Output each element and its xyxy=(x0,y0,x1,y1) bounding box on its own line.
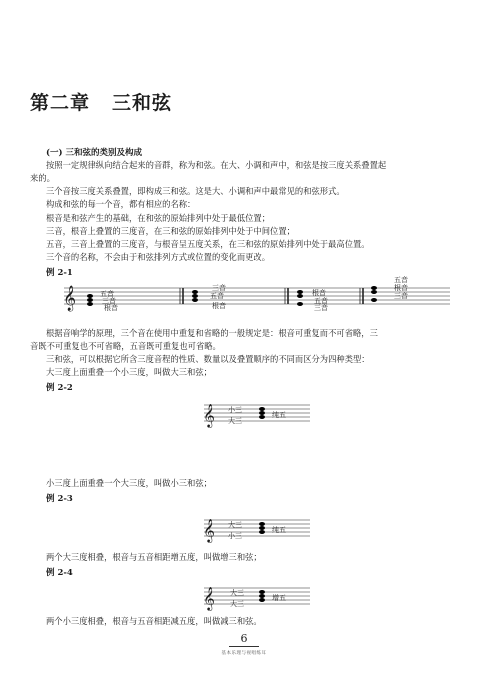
tone-label-fifth: 五音 xyxy=(394,276,408,284)
example-2-3-label: 例 2-3 xyxy=(46,494,73,504)
paragraph-7: 三个音的名称，不会由于和弦排列方式或位置的变化而更改。 xyxy=(46,252,271,262)
interval-major-third: 大三 xyxy=(228,521,242,529)
tone-label-third: 三音 xyxy=(212,284,226,292)
example-2-1-staff xyxy=(60,274,470,324)
page-number: 6 xyxy=(240,632,248,645)
interval-perfect-fifth: 纯五 xyxy=(272,411,286,419)
tone-label-fifth: 五音 xyxy=(100,290,114,298)
example-2-1-label: 例 2-1 xyxy=(46,268,73,278)
page-number-rule xyxy=(229,646,259,647)
paragraph-13: 两个小三度相叠，根音与五音相距减五度，叫做减三和弦。 xyxy=(46,616,262,626)
chapter-number: 第二章 xyxy=(30,92,91,114)
tone-label-root: 根音 xyxy=(212,302,226,310)
page-footer: 基本乐理与视唱练耳 xyxy=(221,651,267,656)
chapter-title xyxy=(30,88,172,115)
paragraph-3: 构成和弦的每一个音，都有相应的名称： xyxy=(46,199,196,209)
paragraph-1a: 按照一定规律纵向结合起来的音群，称为和弦。在大、小调和声中，和弦是按三度关系叠置起 xyxy=(46,160,387,170)
example-2-2-label: 例 2-2 xyxy=(46,383,73,393)
paragraph-1b: 来的。 xyxy=(30,173,55,183)
paragraph-5: 三音，根音上叠置的三度音，在三和弦的原始排列中处于中间位置； xyxy=(46,226,295,236)
treble-clef-icon: 𝄞 xyxy=(203,403,215,427)
treble-clef-icon: 𝄞 xyxy=(63,286,77,311)
chord-fourth-position xyxy=(371,286,377,302)
tone-label-fifth: 五音 xyxy=(210,292,224,300)
treble-clef-icon: 𝄞 xyxy=(203,586,215,610)
paragraph-12: 两个大三度相叠，根音与五音相距增五度，叫做增三和弦； xyxy=(46,552,262,562)
tone-label-third: 三音 xyxy=(102,297,116,305)
interval-major-third: 大三 xyxy=(228,417,242,425)
interval-small-third: 小三 xyxy=(228,406,242,414)
interval-major-third: 大三 xyxy=(230,589,244,597)
tone-label-third: 三音 xyxy=(314,304,328,312)
example-2-4-staff xyxy=(200,578,320,616)
example-2-4-label: 例 2-4 xyxy=(46,568,73,578)
paragraph-8b: 音既不可重复也不可省略，五音既可重复也可省略。 xyxy=(30,341,221,351)
tone-label-root: 根音 xyxy=(312,289,326,297)
paragraph-4: 根音是和弦产生的基础，在和弦的原始排列中处于最低位置； xyxy=(46,213,271,223)
paragraph-11: 小三度上面重叠一个大三度，叫做小三和弦； xyxy=(46,478,212,488)
tone-label-third: 三音 xyxy=(394,292,408,300)
staff-lines xyxy=(64,288,450,304)
interval-augmented-fifth: 增五 xyxy=(272,594,286,602)
interval-small-third: 小三 xyxy=(228,532,242,540)
interval-perfect-fifth: 纯五 xyxy=(272,526,286,534)
example-2-2-staff xyxy=(200,395,320,435)
paragraph-10: 大三度上面重叠一个小三度，叫做大三和弦； xyxy=(46,367,212,377)
treble-clef-icon: 𝄞 xyxy=(203,518,215,542)
paragraph-6: 五音，三音上叠置的三度音，与根音呈五度关系，在三和弦的原始排列中处于最高位置。 xyxy=(46,239,370,249)
chord-second-position xyxy=(192,290,198,302)
chord-root-position xyxy=(87,294,93,306)
paragraph-2: 三个音按三度关系叠置，即构成三和弦。这是大、小调和声中最常见的和弦形式。 xyxy=(46,186,345,196)
chapter-name: 三和弦 xyxy=(112,92,173,114)
tone-label-root: 根音 xyxy=(394,284,408,292)
chord-third-position xyxy=(297,290,303,306)
tone-label-root: 根音 xyxy=(104,304,118,312)
interval-major-third: 大三 xyxy=(230,600,244,608)
paragraph-9: 三和弦，可以根据它所含三度音程的性质、数量以及叠置顺序的不同而区分为四种类型： xyxy=(46,354,370,364)
section-heading: (一) 三和弦的类别及构成 xyxy=(46,148,143,158)
tone-label-fifth: 五音 xyxy=(314,297,328,305)
paragraph-8a: 根据音响学的原理，三个音在使用中重复和省略的一般规定是：根音可重复而不可省略，三 xyxy=(46,328,378,338)
example-2-3-staff xyxy=(200,510,320,550)
